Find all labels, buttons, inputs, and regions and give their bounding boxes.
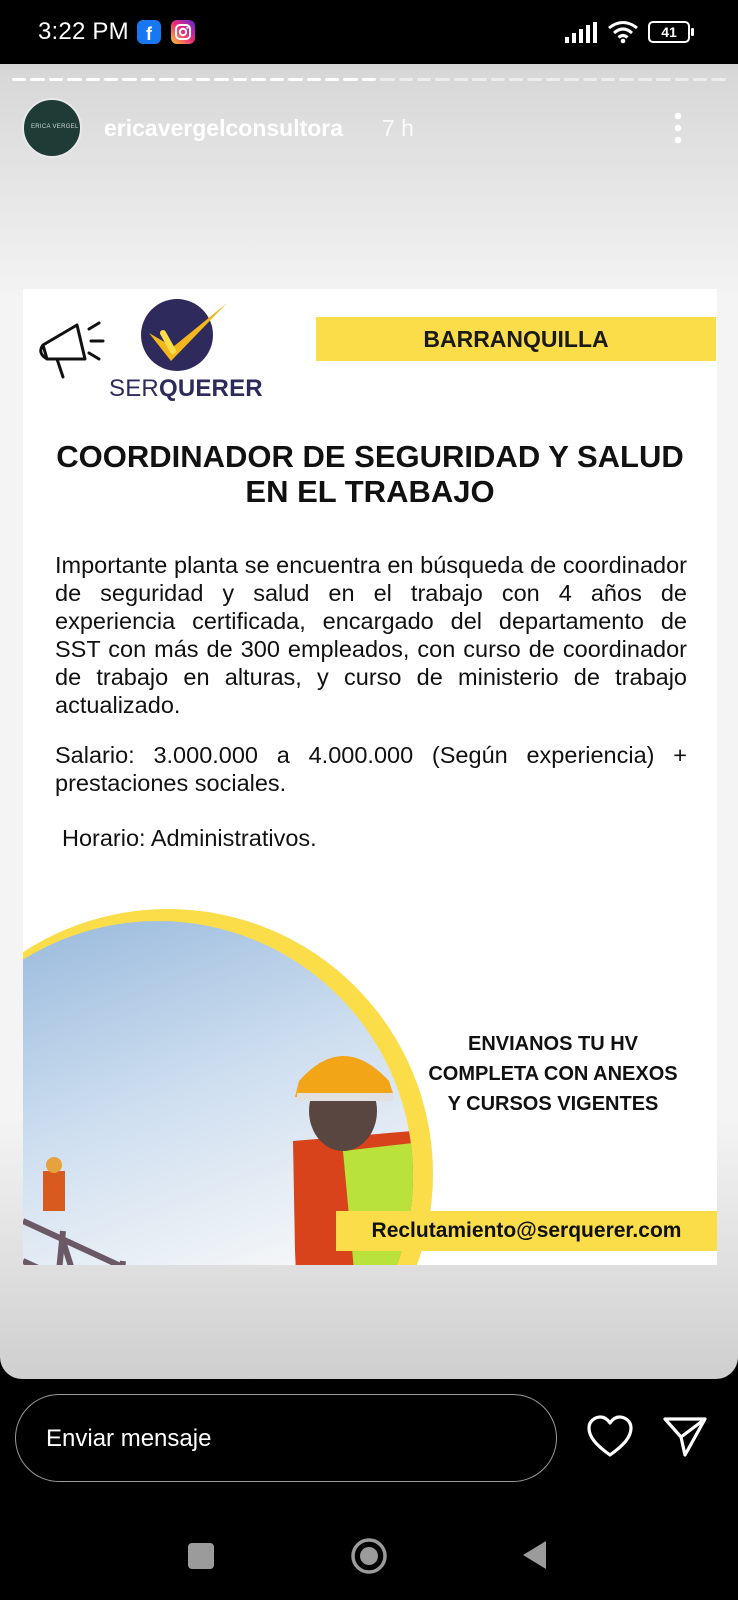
- nav-recent-apps-icon[interactable]: [188, 1543, 214, 1569]
- story-viewer[interactable]: [0, 64, 738, 1379]
- nav-back-icon[interactable]: [520, 1539, 550, 1576]
- status-bar: [0, 0, 738, 64]
- avatar-logo-text: ERICA VERGEL: [31, 124, 79, 130]
- send-icon[interactable]: [662, 1415, 708, 1464]
- serquerer-logo-text: SERQUERER: [109, 375, 263, 402]
- more-options-icon[interactable]: [668, 108, 688, 148]
- story-progress-bar: [12, 78, 726, 82]
- story-header: [22, 98, 722, 158]
- battery-icon: [648, 21, 696, 43]
- job-description: Importante planta se encuentra en búsqueda de coordinador de seguridad y salud en el trabajo con 4 años de experiencia certificada, encargado del departamento de SST con más de 300 empleados, con curso de coordinador de trabajo en alturas, y curso de ministerio de trabajo actualizado.: [55, 552, 687, 718]
- battery-level: 41: [661, 24, 677, 40]
- recruitment-email: Reclutamiento@serquerer.com: [371, 1219, 682, 1242]
- email-banner: [336, 1211, 717, 1251]
- call-to-action: ENVIANOS TU HV COMPLETA CON ANEXOS Y CURSOS VIGENTES: [428, 1033, 678, 1115]
- job-title: COORDINADOR DE SEGURIDAD Y SALUD EN EL TRABAJO: [56, 439, 684, 509]
- job-salary: Salario: 3.000.000 a 4.000.000 (Según experiencia) + prestaciones sociales.: [55, 742, 687, 796]
- message-input-placeholder: Enviar mensaje: [46, 1425, 212, 1452]
- city-label: BARRANQUILLA: [423, 326, 609, 352]
- status-time: 3:22 PM: [38, 18, 129, 45]
- story-time-ago: 7 h: [382, 115, 414, 141]
- signal-icon: [565, 22, 597, 49]
- wifi-icon: [607, 20, 639, 49]
- serquerer-logo-icon: [133, 295, 233, 380]
- story-username[interactable]: ericavergelconsultora: [104, 115, 344, 141]
- megaphone-icon: [33, 309, 109, 390]
- city-banner: [316, 317, 716, 361]
- instagram-notification-icon: [171, 20, 195, 44]
- like-heart-icon[interactable]: [586, 1415, 634, 1464]
- facebook-notification-icon: [137, 20, 161, 44]
- message-input[interactable]: [15, 1394, 557, 1482]
- svg-text:f: f: [146, 24, 152, 44]
- nav-home-icon[interactable]: [350, 1537, 388, 1580]
- avatar[interactable]: [22, 98, 82, 158]
- job-schedule: Horario: Administrativos.: [62, 825, 317, 851]
- job-post-image: [23, 289, 717, 1265]
